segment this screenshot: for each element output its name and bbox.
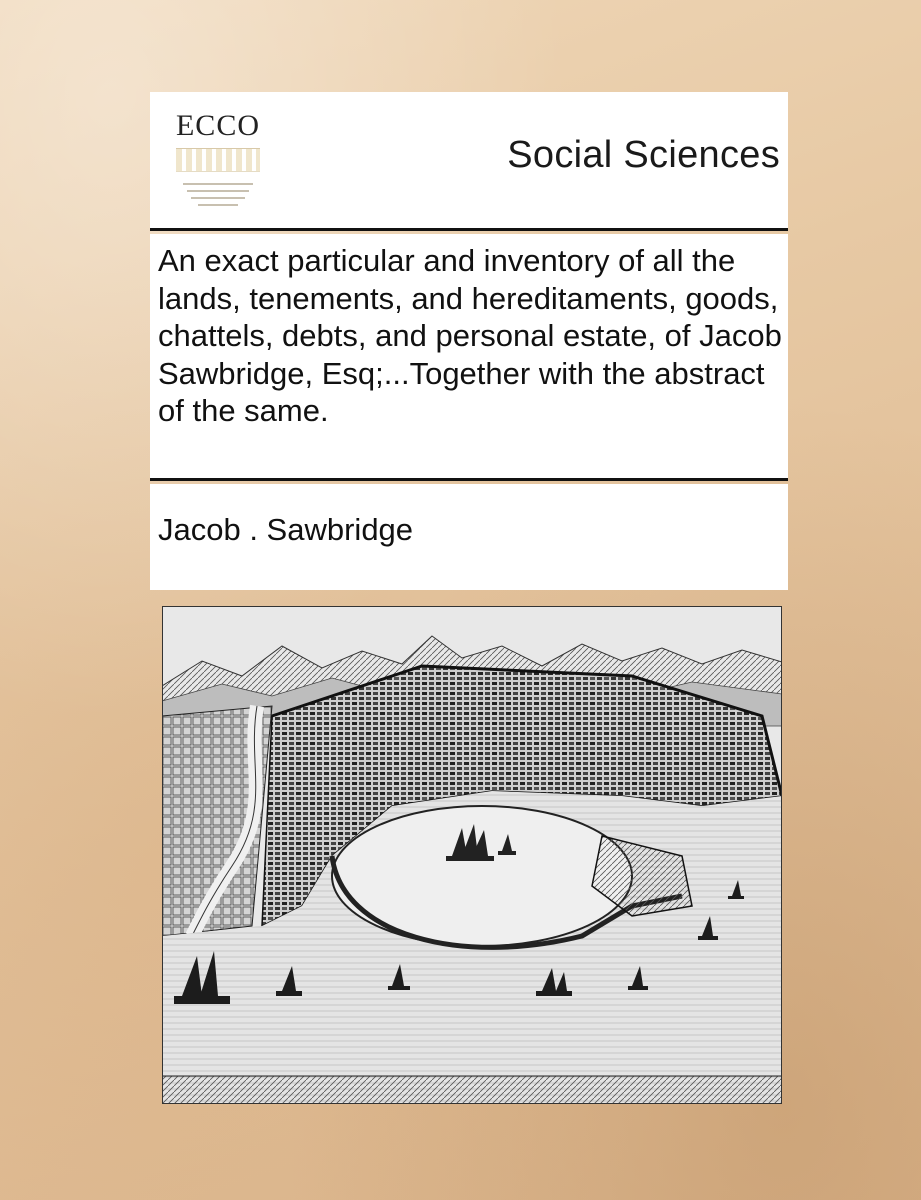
divider-rule (150, 478, 788, 481)
logo-text: ECCO (175, 109, 260, 142)
divider-rule (150, 228, 788, 231)
book-author: Jacob . Sawbridge (158, 512, 414, 547)
title-panel (150, 234, 788, 478)
cover-header (150, 92, 788, 228)
logo-ghost-letters (176, 148, 260, 172)
author-panel (150, 484, 788, 590)
ecco-logo (168, 108, 268, 216)
harbor-city-engraving (162, 606, 782, 1104)
book-cover (150, 92, 788, 1104)
series-label: Social Sciences (507, 134, 780, 176)
logo-imprint-lines (180, 178, 256, 211)
book-title: An exact particular and inventory of all the lands, tenements, and hereditaments, goods, chattels, debts, and personal estate, of Jacob Sawbridge, Esq;...Together with the abstract of the same. (158, 243, 782, 428)
